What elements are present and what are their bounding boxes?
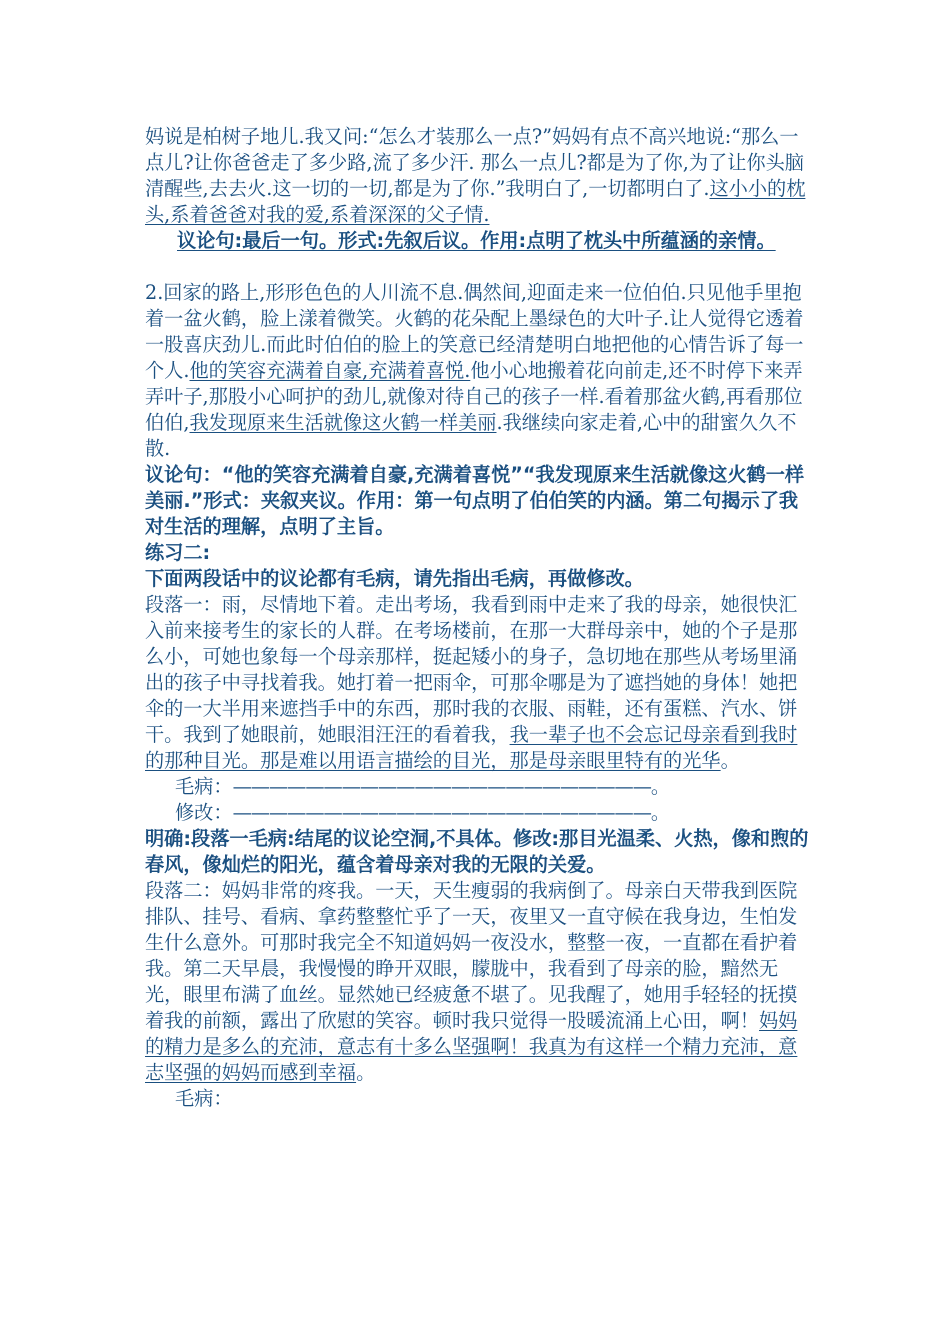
paragraph-text: .我继续向家走着,心中的甜蜜久久不散. [145,411,797,460]
paragraph-text: 他小心地搬着花向前走,还不时停下来弄弄叶子,那股小心呵护的劲儿,就像对待自己的孩子一样.看着那盆火鹤,再看那位伯伯, [145,359,803,434]
paragraph-text: 2.回家的路上,形形色色的人川流不息.偶然间,迎面走来一位伯伯.只见他手里抱着一盆火鹤，脸上漾着微笑。火鹤的花朵配上墨绿色的大叶子.让人觉得它透着一股喜庆劲儿.而此时伯伯的脸上的笑意已经清楚明白地把他的心情告诉了每一个人. [145,281,804,382]
underlined-comment: 这小小的枕头,系着爸爸对我的爱,系着深深的父子情. [145,177,806,226]
segment-two [145,878,810,1086]
fix-label: 修改： [175,801,233,824]
spacer [145,254,810,280]
paragraph-pillow [145,124,810,228]
defect-line [145,774,810,800]
paragraph-text: 段落二：妈妈非常的疼我。一天，天生瘦弱的我病倒了。母亲白天带我到医院排队、挂号、看病、拿药整整忙乎了一天，夜里又一直守候在我身边，生怕发生什么意外。可那时我完全不知道妈妈一夜没水，整整一夜，一直都在看护着我。第二天早晨，我慢慢的睁开双眼，朦胧中，我看到了母亲的脸，黯然无光，眼里布满了血丝。显然她已经疲惫不堪了。见我醒了，她用手轻轻的抚摸着我的前额，露出了欣慰的笑容。顿时我只觉得一股暖流涌上心田，啊！ [145,879,798,1032]
answer-segment-one: 明确:段落一毛病:结尾的议论空洞,不具体。修改:那目光温柔、火热，像和煦的春风，像灿烂的阳光，蕴含着母亲对我的无限的关爱。 [145,827,809,876]
paragraph-flamingo-flower [145,280,810,462]
defect-label: 毛病： [175,775,233,798]
defect-line-2 [145,1086,810,1112]
answer-blank: ———————————————————————。 [232,775,670,798]
underlined-comment: 他的笑容充满着自豪,充满着喜悦. [189,359,471,382]
document-page [145,124,810,1112]
underlined-comment: 我发现原来生活就像这火鹤一样美丽 [189,411,497,434]
underlined-comment: 妈妈的精力是多么的充沛，意志有十多么坚强啊！我真为有这样一个精力充沛，意志坚强的妈妈而感到幸福 [145,1009,798,1084]
underlined-comment: 我一辈子也不会忘记母亲看到我时的那种目光。那是难以用语言描绘的目光，那是母亲眼里特有的光华 [145,723,798,772]
segment-one [145,592,810,774]
analysis-note-1: 议论句:最后一句。形式:先叙后议。作用:点明了枕头中所蕴涵的亲情。 [177,229,776,252]
analysis-note-2: 议论句：“他的笑容充满着自豪,充满着喜悦”“我发现原来生活就像这火鹤一样美丽.”形式：夹叙夹议。作用：第一句点明了伯伯笑的内涵。第二句揭示了我对生活的理解，点明了主旨。 [145,463,805,538]
answer-blank: ———————————————————————。 [232,801,670,824]
paragraph-text: 。 [356,1061,376,1084]
defect-label: 毛病： [175,1087,233,1110]
paragraph-text: 妈说是柏树子地儿.我又问:“怎么才装那么一点?”妈妈有点不高兴地说:“那么一点儿?让你爸爸走了多少路,流了多少汗. 那么一点儿?都是为了你,为了让你头脑清醒些,去去火.这一切的一切,都是为了你.”我明白了,一切都明白了. [145,125,804,200]
paragraph-text: 段落一：雨，尽情地下着。走出考场，我看到雨中走来了我的母亲，她很快汇入前来接考生的家长的人群。在考场楼前，在那一大群母亲中，她的个子是那么小，可她也象每一个母亲那样，挺起矮小的身子，急切地在那些从考场里涌出的孩子中寻找着我。她打着一把雨伞，可那伞哪是为了遮挡她的身体！她把伞的一大半用来遮挡手中的东西，那时我的衣服、雨鞋，还有蛋糕、汽水、饼干。我到了她眼前，她眼泪汪汪的看着我， [145,593,798,746]
paragraph-text: 。 [720,749,740,772]
exercise-instructions: 下面两段话中的议论都有毛病，请先指出毛病，再做修改。 [145,567,644,590]
exercise-title: 练习二: [145,541,211,564]
fix-line [145,800,810,826]
